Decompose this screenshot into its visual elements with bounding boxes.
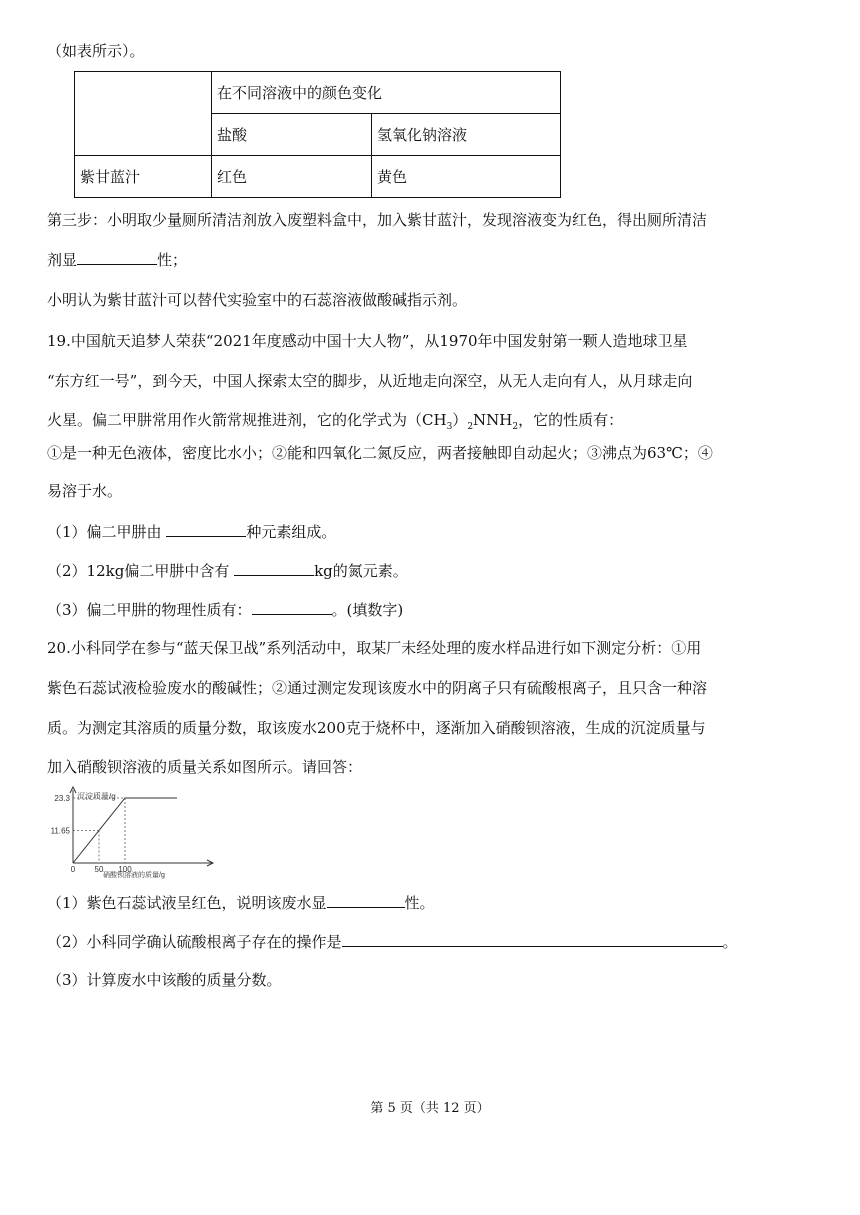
answer-blank[interactable]: [77, 249, 157, 265]
q19-line4: ①是一种无色液体，密度比水小；②能和四氧化二氮反应，两者接触即自动起火；③沸点为63℃；④: [47, 444, 713, 462]
precipitate-chart: [47, 780, 227, 880]
q19-text: ）: [452, 411, 468, 429]
y-tick-label: 11.65: [50, 826, 70, 836]
q20-part1-post: 性。: [404, 894, 435, 912]
step3-text-post: 性；: [157, 251, 188, 269]
answer-blank[interactable]: [252, 599, 332, 615]
q19-line5: 易溶于水。: [47, 482, 123, 500]
intro-text: （如表所示）。: [47, 42, 145, 60]
answer-blank[interactable]: [166, 521, 246, 537]
q19-text: ，它的性质有：: [518, 411, 624, 429]
q20-line2: 紫色石蕊试液检验废水的酸碱性；②通过测定发现该废水中的阴离子只有硫酸根离子，且只含一种溶: [47, 679, 708, 697]
table-empty-cell: [75, 72, 212, 156]
x-tick-label: 100: [118, 865, 132, 874]
table-col-naoh: 氢氧化钠溶液: [372, 114, 561, 156]
answer-blank[interactable]: [327, 892, 405, 908]
step3-line1: 第三步：小明取少量厕所清洁剂放入废塑料盒中，加入紫甘蓝汁，发现溶液变为红色，得出厕所清洁: [47, 211, 708, 229]
q20-part2: [47, 931, 738, 952]
q19-part1-post: 种元素组成。: [246, 523, 337, 541]
q19-part1: [47, 521, 336, 542]
answer-blank[interactable]: [342, 931, 723, 947]
step3-text-pre: 剂显: [47, 251, 78, 269]
subscript: 2: [512, 422, 519, 432]
answer-blank[interactable]: [234, 560, 314, 576]
q20-part2-pre: （2）小科同学确认硫酸根离子存在的操作是: [47, 933, 342, 951]
y-axis-label: 沉淀质量/g: [77, 792, 116, 801]
conclusion-text: 小明认为紫甘蓝汁可以替代实验室中的石蕊溶液做酸碱指示剂。: [47, 291, 468, 309]
step3-line2: [47, 249, 187, 270]
q19-part3-post: 。(填数字): [331, 601, 404, 619]
q20-line3: 质。为测定其溶质的质量分数，取该废水200克于烧杯中，逐渐加入硝酸钡溶液，生成的沉淀质量与: [47, 719, 706, 737]
q20-part2-post: 。: [722, 933, 738, 951]
q19-part2-pre: （2）12kg偏二甲肼中含有: [47, 562, 235, 580]
q20-part1: [47, 892, 435, 913]
subscript: 3: [446, 422, 453, 432]
table-row-label: 紫甘蓝汁: [75, 156, 212, 198]
x-axis-label: 硝酸钡溶液的质量/g: [103, 872, 165, 879]
y-tick-label: 23.3: [54, 793, 70, 803]
color-change-table: [74, 71, 561, 198]
q19-part1-pre: （1）偏二甲肼由: [47, 523, 167, 541]
page-footer: 第 5 页（共 12 页）: [370, 1101, 490, 1116]
subscript: 2: [467, 422, 474, 432]
table-cell-red: 红色: [212, 156, 372, 198]
q20-part1-pre: （1）紫色石蕊试液呈红色，说明该废水显: [47, 894, 327, 912]
q19-line2: “东方红一号”，到今天，中国人探索太空的脚步，从近地走向深空，从无人走向有人，从月球走向: [47, 372, 693, 390]
table-header: 在不同溶液中的颜色变化: [212, 72, 561, 114]
q19-part3-pre: （3）偏二甲肼的物理性质有：: [47, 601, 252, 619]
q19-part2: [47, 560, 408, 581]
x-tick-label: 0: [70, 865, 76, 874]
q19-line3: [47, 410, 623, 437]
x-tick-label: 50: [94, 865, 104, 874]
q20-line4: 加入硝酸钡溶液的质量关系如图所示。请回答：: [47, 758, 363, 776]
q20-part3: （3）计算废水中该酸的质量分数。: [47, 971, 282, 989]
q19-part3: [47, 599, 403, 620]
q19-text: 火星。偏二甲肼常用作火箭常规推进剂，它的化学式为（CH: [47, 411, 447, 429]
q19-text: NNH: [473, 411, 513, 429]
table-cell-yellow: 黄色: [372, 156, 561, 198]
q20-line1: 20.小科同学在参与“蓝天保卫战”系列活动中，取某厂未经处理的废水样品进行如下测定分析：①用: [47, 639, 702, 657]
q19-part2-post: kg的氮元素。: [314, 562, 408, 580]
table-col-hcl: 盐酸: [212, 114, 372, 156]
q19-line1: 19.中国航天追梦人荣获“2021年度感动中国十大人物”，从1970年中国发射第一颗人造地球卫星: [47, 332, 688, 350]
